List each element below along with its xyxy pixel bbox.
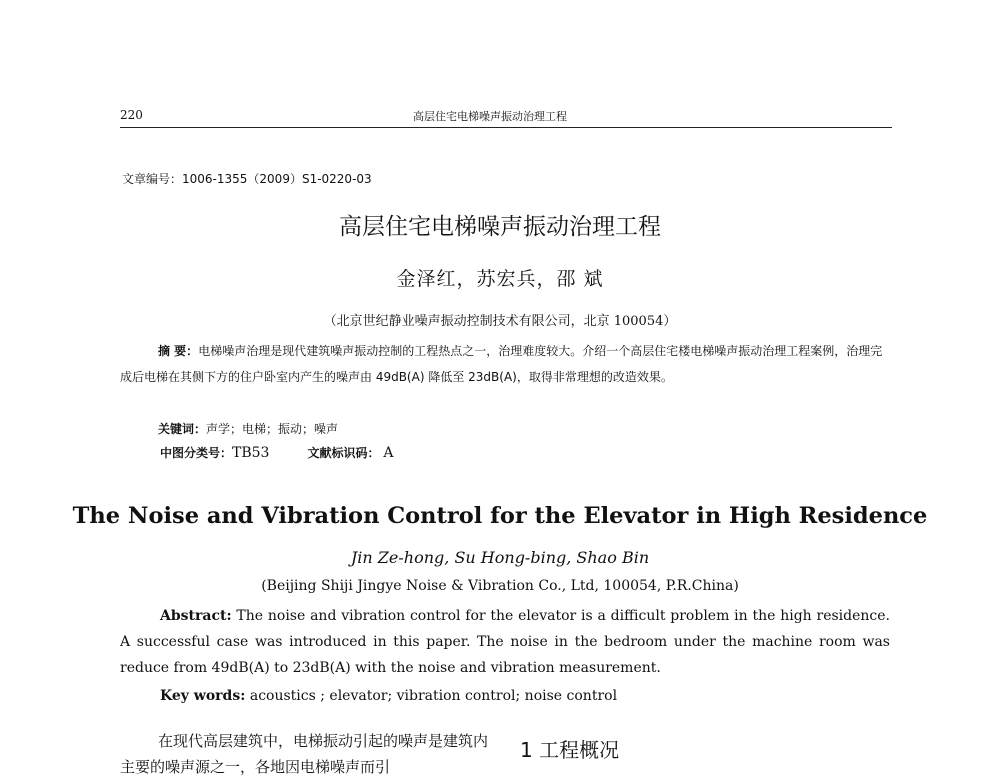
english-affiliation: (Beijing Shiji Jingye Noise & Vibration Co., Ltd, 100054, P.R.China) <box>261 578 739 594</box>
chinese-authors: 金泽红，苏宏兵，邵 斌 <box>396 268 604 290</box>
chinese-abstract-text: 电梯噪声治理是现代建筑噪声振动控制的工程热点之一，治理难度较大。介绍一个高层住宅楼电梯噪声振动治理工程案例，治理完成后电梯在其侧下方的住户卧室内产生的噪声由 49dB(A) 降低至 23dB(A)，取得非常理想的改造效果。 <box>120 344 883 384</box>
header-rule <box>120 127 892 128</box>
english-abstract-text: The noise and vibration control for the elevator is a difficult problem in the high residence. A successful case was introduced in this paper. The noise in the bedroom under the machine room was reduce from 49dB(A) to 23dB(A) with the noise and vibration measurement. <box>120 608 890 676</box>
chinese-keywords-text: 声学；电梯；振动；噪声 <box>206 422 339 436</box>
doc-code-label: 文献标识码： <box>307 446 380 460</box>
english-keywords-text: acoustics ; elevator; vibration control; noise control <box>245 688 618 704</box>
clc-label: 中图分类号： <box>160 446 233 460</box>
english-keywords <box>160 688 617 704</box>
chinese-title: 高层住宅电梯噪声振动治理工程 <box>339 214 661 240</box>
chinese-abstract <box>120 338 890 390</box>
article-id: 文章编号：1006-1355（2009）S1-0220-03 <box>122 172 372 186</box>
section-heading: 1 工程概况 <box>520 738 620 762</box>
body-intro-paragraph: 在现代高层建筑中，电梯振动引起的噪声是建筑内主要的噪声源之一，各地因电梯噪声而引 <box>120 732 489 776</box>
english-abstract <box>120 603 890 681</box>
doc-code-value: A <box>383 445 394 461</box>
english-abstract-label: Abstract: <box>160 608 232 624</box>
chinese-keywords-label: 关键词： <box>158 422 207 436</box>
chinese-keywords <box>120 416 890 442</box>
english-keywords-label: Key words: <box>160 688 246 704</box>
page-number: 220 <box>120 108 143 122</box>
english-authors: Jin Ze-hong, Su Hong-bing, Shao Bin <box>350 548 650 567</box>
chinese-affiliation: （北京世纪静业噪声振动控制技术有限公司，北京 100054） <box>323 314 677 329</box>
clc-value: TB53 <box>232 445 270 461</box>
classification-line <box>160 444 393 461</box>
running-title: 高层住宅电梯噪声振动治理工程 <box>413 110 567 123</box>
chinese-abstract-label: 摘 要： <box>158 344 199 358</box>
english-title: The Noise and Vibration Control for the Elevator in High Residence <box>72 503 928 529</box>
